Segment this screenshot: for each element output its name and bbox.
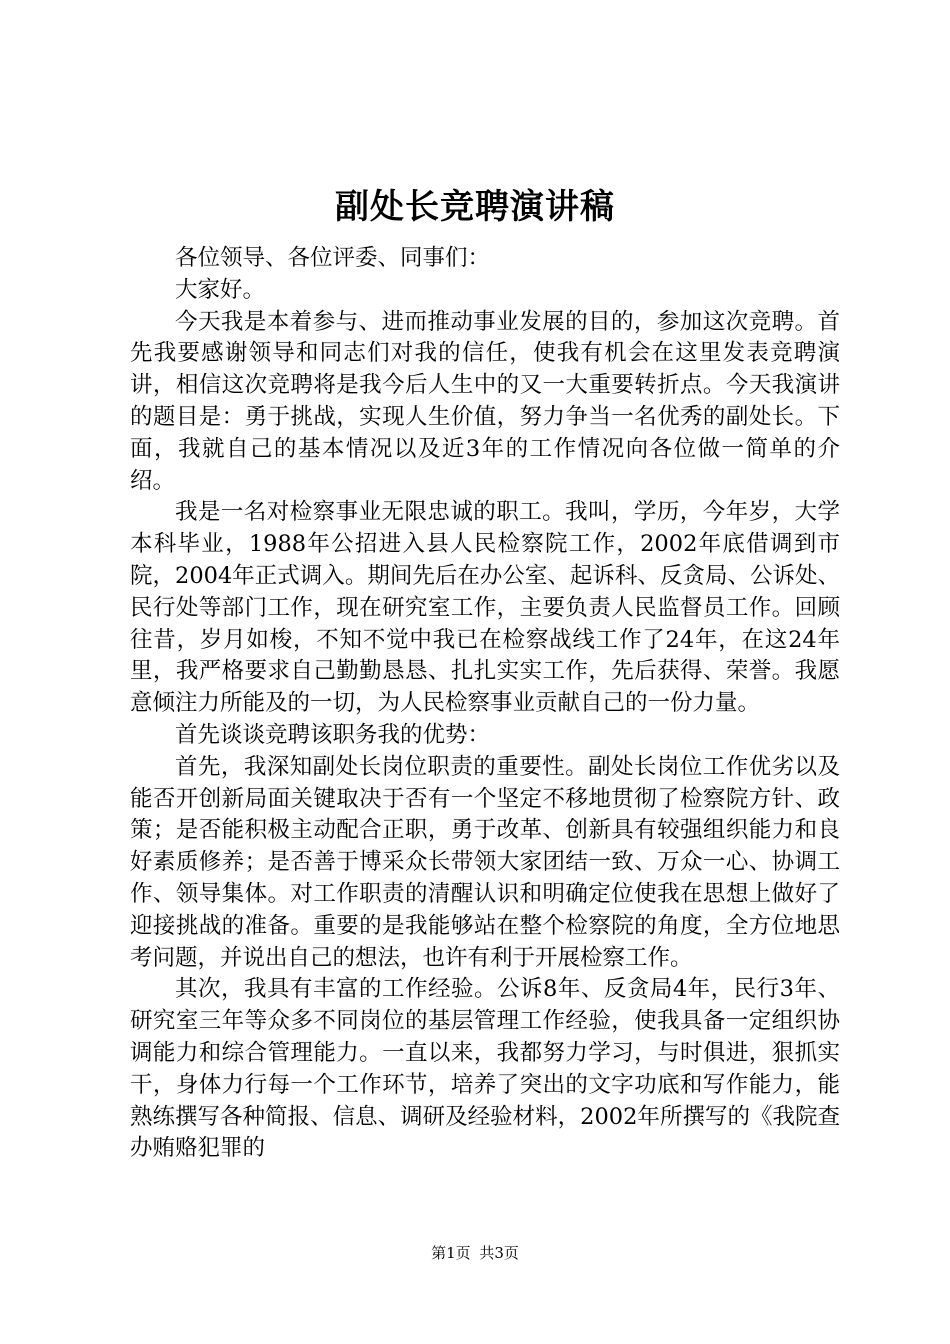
paragraph-intro: 今天我是本着参与、进而推动事业发展的目的，参加这次竞聘。首先我要感谢领导和同志们对我的信任，使我有机会在这里发表竞聘演讲，相信这次竞聘将是我今后人生中的又一大重要转折点。今天我演讲的题目是：勇于挑战，实现人生价值，努力争当一名优秀的副处长。下面，我就自己的基本情况以及近3年的工作情况向各位做一简单的介绍。 bbox=[130, 308, 840, 494]
paragraph-background: 我是一名对检察事业无限忠诚的职工。我叫，学历，今年岁，大学本科毕业，1988年公招进入县人民检察院工作，2002年底借调到市院，2004年正式调入。期间先后在办公室、起诉科、反贪局、公诉处、民行处等部门工作，现在研究室工作，主要负责人民监督员工作。回顾往昔，岁月如梭，不知不觉中我已在检察战线工作了24年，在这24年里，我严格要求自己勤勤恳恳、扎扎实实工作，先后获得、荣誉。我愿意倾注力所能及的一切，为人民检察事业贡献自己的一份力量。 bbox=[130, 499, 840, 717]
page-total: 共3页 bbox=[479, 1244, 519, 1262]
page-number: 第1页 bbox=[431, 1244, 471, 1262]
paragraph-hello: 大家好。 bbox=[175, 276, 266, 303]
paragraph-second-advantage: 其次，我具有丰富的工作经验。公诉8年、反贪局4年，民行3年、研究室三年等众多不同岗位的基层管理工作经验，使我具备一定组织协调能力和综合管理能力。一直以来，我都努力学习，与时俱进，狠抓实干，身体力行每一个工作环节，培养了突出的文字功底和写作能力，能熟练撰写各种简报、信息、调研及经验材料，2002年所撰写的《我院查办贿赂犯罪的 bbox=[130, 976, 840, 1162]
document-body bbox=[130, 243, 840, 1165]
paragraph-advantages-heading: 首先谈谈竞聘该职务我的优势： bbox=[175, 721, 491, 748]
document-title: 副处长竞聘演讲稿 bbox=[335, 187, 615, 227]
paragraph-greeting: 各位领导、各位评委、同事们： bbox=[175, 245, 491, 271]
page-footer bbox=[0, 1243, 950, 1263]
paragraph-first-advantage: 首先，我深知副处长岗位职责的重要性。副处长岗位工作优劣以及能否开创新局面关键取决于否有一个坚定不移地贯彻了检察院方针、政策；是否能积极主动配合正职，勇于改革、创新具有较强组织能力和良好素质修养；是否善于博采众长带领大家团结一致、万众一心、协调工作、领导集体。对工作职责的清醒认识和明确定位使我在思想上做好了迎接挑战的准备。重要的是我能够站在整个检察院的角度，全方位地思考问题，并说出自己的想法，也许有利于开展检察工作。 bbox=[130, 753, 840, 971]
